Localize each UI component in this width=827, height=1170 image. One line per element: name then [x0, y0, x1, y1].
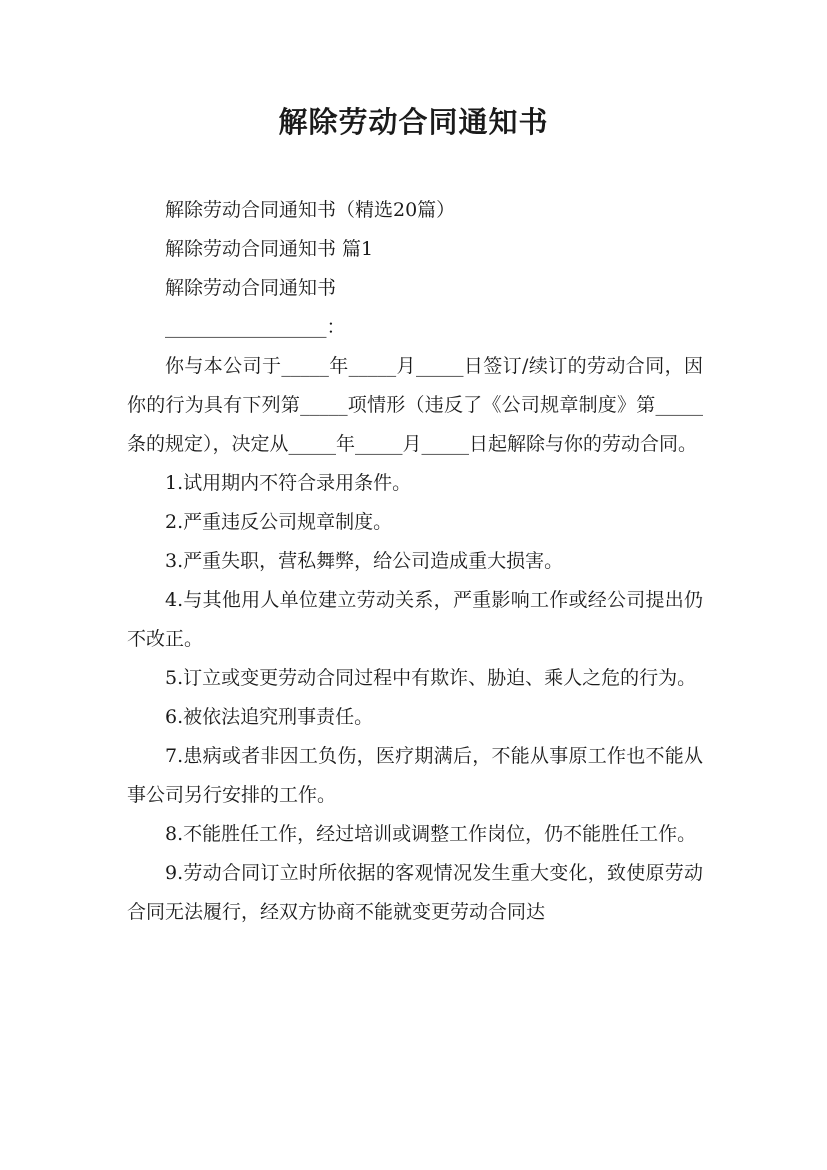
- document-body: [127, 191, 703, 932]
- paragraph-section-heading: 解除劳动合同通知书 篇1: [165, 238, 374, 260]
- paragraph-item-2: 2.严重违反公司规章制度。: [165, 511, 393, 533]
- paragraph-addressee: _________________：: [165, 316, 346, 338]
- paragraph-item-6: 6.被依法追究刑事责任。: [165, 706, 374, 728]
- paragraph-item-5: 5.订立或变更劳动合同过程中有欺诈、胁迫、乘人之危的行为。: [165, 667, 697, 689]
- paragraph-item-4: 4.与其他用人单位建立劳动关系，严重影响工作或经公司提出仍不改正。: [127, 589, 703, 650]
- paragraph-subtitle: 解除劳动合同通知书（精选20篇）: [165, 199, 456, 221]
- paragraph-item-9: 9.劳动合同订立时所依据的客观情况发生重大变化，致使原劳动合同无法履行，经双方协商不能就变更劳动合同达: [127, 862, 703, 923]
- paragraph-intro: 你与本公司于_____年_____月_____日签订/续订的劳动合同，因你的行为具有下列第_____项情形（违反了《公司规章制度》第_____条的规定），决定从_____年_____月_____日起解除与你的劳动合同。: [127, 355, 703, 455]
- document-title: 解除劳动合同通知书: [278, 105, 549, 139]
- paragraph-item-7: 7.患病或者非因工负伤，医疗期满后，不能从事原工作也不能从事公司另行安排的工作。: [127, 745, 703, 806]
- paragraph-item-8: 8.不能胜任工作，经过培训或调整工作岗位，仍不能胜任工作。: [165, 823, 697, 845]
- paragraph-item-1: 1.试用期内不符合录用条件。: [165, 472, 412, 494]
- paragraph-item-3: 3.严重失职，营私舞弊，给公司造成重大损害。: [165, 550, 564, 572]
- paragraph-notice-heading: 解除劳动合同通知书: [165, 277, 337, 299]
